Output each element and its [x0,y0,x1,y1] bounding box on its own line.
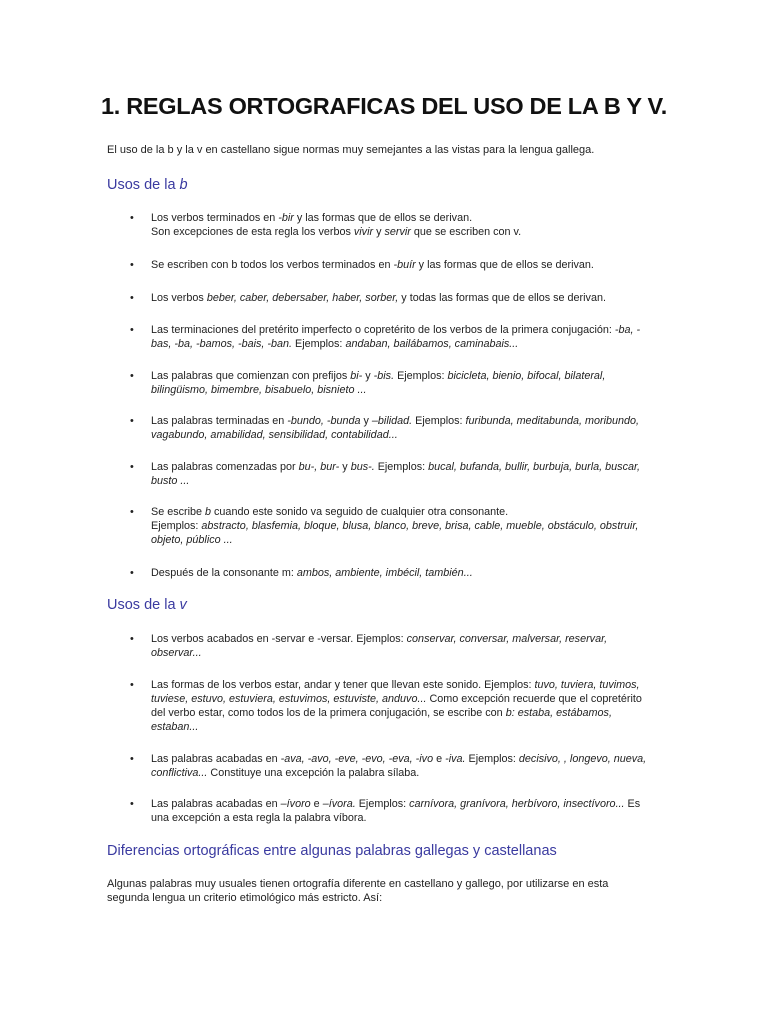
diferencias-paragraph: Algunas palabras muy usuales tienen ortografía diferente en castellano y gallego, por utilizarse en esta segunda lengua un criterio etimológico más estricto. Así: [107,878,609,904]
section-heading-b: Usos de la b [107,177,188,193]
list-item-v-1: • Los verbos acabados en -servar e -versar. Ejemplos: conservar, conversar, malversar, reservar, observar... [130,633,608,659]
list-item-b-4: • Las terminaciones del pretérito imperfecto o copretérito de los verbos de la primera conjugación: -ba, -bas, -ba, -bamos, -bais, -ban. Ejemplos: andaban, bailábamos, caminabais... [130,324,641,350]
list-item-b-1: • Los verbos terminados en -bir y las formas que de ellos se derivan. Son excepciones de esta regla los verbos vivir y servir que se escriben con v. [130,212,522,238]
page-title: 1. REGLAS ORTOGRAFICAS DEL USO DE LA B Y V. [100,93,667,119]
list-item-v-4: • Las palabras acabadas en –ívoro e –ívora. Ejemplos: carnívora, granívora, herbívoro, insectívoro... Es una excepción a esta regla la palabra víbora. [130,798,641,824]
section-heading-diferencias: Diferencias ortográficas entre algunas palabras gallegas y castellanas [107,843,557,859]
list-item-b-2: • Se escriben con b todos los verbos terminados en -buír y las formas que de ellos se derivan. [130,259,594,271]
list-item-b-3: • Los verbos beber, caber, debersaber, haber, sorber, y todas las formas que de ellos se derivan. [130,292,606,304]
list-item-b-7: • Las palabras comenzadas por bu-, bur- y bus-. Ejemplos: bucal, bufanda, bullir, burbuja, burla, buscar, busto ... [130,461,640,487]
intro-paragraph: El uso de la b y la v en castellano sigue normas muy semejantes a las vistas para la lengua gallega. [107,144,595,156]
list-item-b-8: • Se escribe b cuando este sonido va seguido de cualquier otra consonante. Ejemplos: abstracto, blasfemia, bloque, blusa, blanco, breve, brisa, cable, mueble, obstáculo, obstruir, objeto, público ... [130,506,639,546]
section-heading-v: Usos de la v [107,597,187,613]
list-item-v-3: • Las palabras acabadas en -ava, -avo, -eve, -evo, -eva, -ivo e -iva. Ejemplos: decisivo, , longevo, nueva, conflictiva... Constituye una excepción la palabra sílaba. [130,753,647,779]
list-item-v-2: • Las formas de los verbos estar, andar y tener que llevan este sonido. Ejemplos: tuvo, tuviera, tuvimos, tuviese, estuvo, estuviera, estuvimos, estuviste, anduvo... Como excepción recuerde que el copretérito del verbo estar, como todos los de la primera conjugación, se escribe con b: estaba, estábamos, estaban... [130,679,642,733]
list-item-b-6: • Las palabras terminadas en -bundo, -bunda y –bilidad. Ejemplos: furibunda, meditabunda, moribundo, vagabundo, amabilidad, sensibilidad, contabilidad... [130,415,640,441]
list-item-b-5: • Las palabras que comienzan con prefijos bi- y -bis. Ejemplos: bicicleta, bienio, bifocal, bilateral, bilingüismo, bimembre, bisabuelo, bisnieto ... [130,370,606,396]
list-item-b-9: • Después de la consonante m: ambos, ambiente, imbécil, también... [130,567,473,579]
